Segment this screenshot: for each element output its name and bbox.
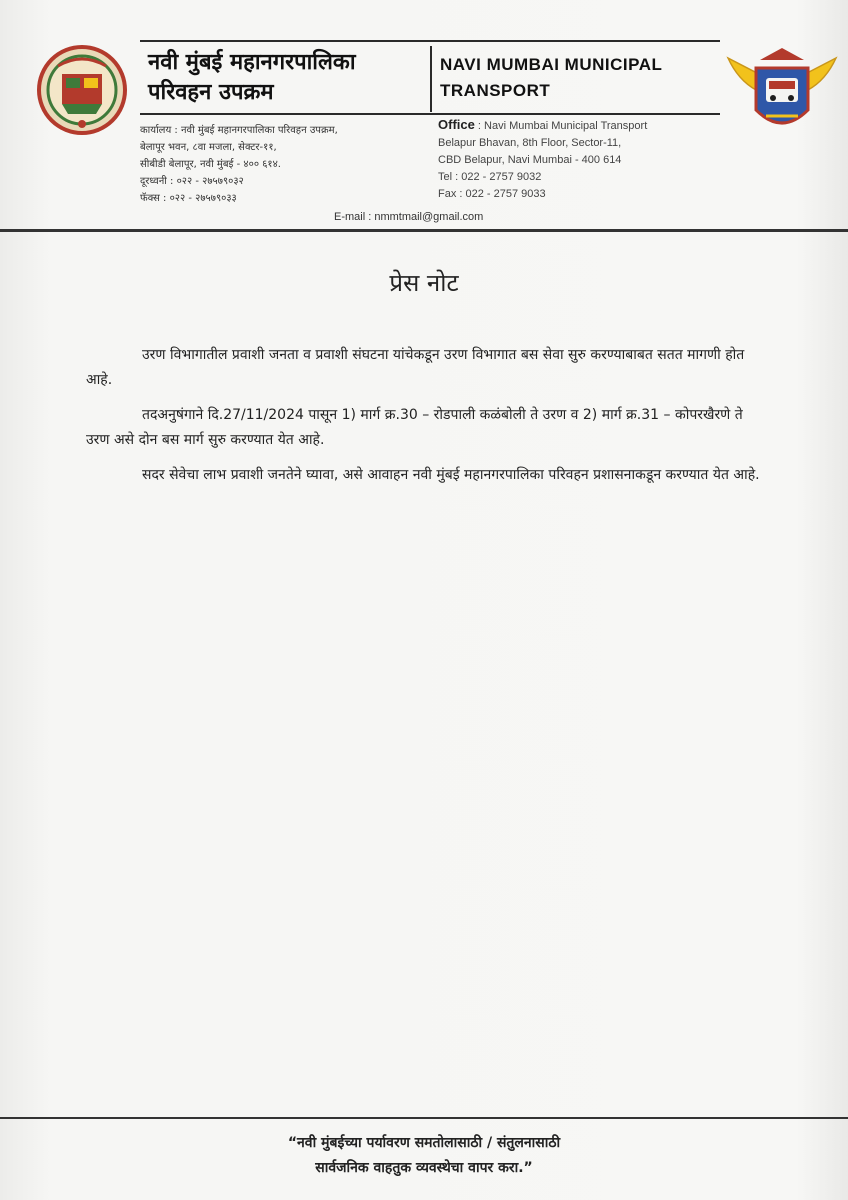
email-address: E-mail : nmmtmail@gmail.com	[334, 211, 484, 223]
header-bottom-rule	[0, 229, 848, 232]
english-title-line2: TRANSPORT	[440, 81, 551, 100]
footer-slogan	[0, 1131, 848, 1181]
marathi-address-line: बेलापूर भवन, ८वा मजला, सेक्टर-११,	[140, 142, 277, 153]
english-org-title	[440, 52, 662, 104]
marathi-address-line: सीबीडी बेलापूर, नवी मुंबई - ४०० ६१४.	[140, 159, 281, 170]
english-address-line: : Navi Mumbai Municipal Transport	[477, 120, 648, 132]
english-phone: Tel : 022 - 2757 9032	[438, 171, 542, 183]
marathi-title-line2: परिवहन उपक्रम	[148, 80, 274, 105]
footer-slogan-line2: सार्वजनिक वाहतुक व्यवस्थेचा वापर करा.”	[315, 1160, 533, 1176]
marathi-address-line: कार्यालय : नवी मुंबई महानगरपालिका परिवहन उपक्रम,	[140, 125, 338, 136]
body-paragraph: उरण विभागातील प्रवाशी जनता व प्रवाशी संघटना यांचेकडून उरण विभागात बस सेवा सुरु करण्याबाबत सतत मागणी होत आहे.	[86, 347, 745, 388]
english-title-line1: NAVI MUMBAI MUNICIPAL	[440, 55, 663, 74]
marathi-phone: दूरध्वनी : ०२२ - २७५७९०३२	[140, 176, 244, 187]
footer-slogan-line1: “नवी मुंबईच्या पर्यावरण समतोलासाठी / संतुलनासाठी	[287, 1135, 561, 1151]
body-paragraph: सदर सेवेचा लाभ प्रवाशी जनतेने घ्यावा, असे आवाहन नवी मुंबई महानगरपालिका परिवहन प्रशासनाकडून करण्यात येत आहे.	[142, 467, 760, 483]
english-fax: Fax : 022 - 2757 9033	[438, 188, 546, 200]
marathi-fax: फॅक्स : ०२२ - २७५७९०३३	[140, 193, 237, 204]
office-label: Office	[438, 117, 475, 132]
marathi-address	[140, 122, 338, 207]
english-address-line: Belapur Bhavan, 8th Floor, Sector-11,	[438, 137, 622, 149]
nmmt-winged-emblem-icon	[726, 40, 838, 138]
english-address	[438, 116, 647, 203]
marathi-title-line1: नवी मुंबई महानगरपालिका	[148, 50, 356, 75]
header-divider	[430, 46, 432, 112]
body-paragraph: तदअनुषंगाने दि.27/11/2024 पासून 1) मार्ग क्र.30 – रोडपाली कळंबोली ते उरण व 2) मार्ग क्र.31 – कोपरखैरणे ते उरण असे दोन बस मार्ग सुरु करण्यात येत आहे.	[86, 407, 743, 448]
header-top-rule	[140, 40, 720, 42]
nmmc-seal-icon	[36, 44, 128, 136]
footer-rule	[0, 1117, 848, 1119]
marathi-org-title	[148, 48, 356, 108]
english-address-line: CBD Belapur, Navi Mumbai - 400 614	[438, 154, 622, 166]
document-title: प्रेस नोट	[389, 269, 459, 297]
header-middle-rule	[140, 113, 720, 115]
